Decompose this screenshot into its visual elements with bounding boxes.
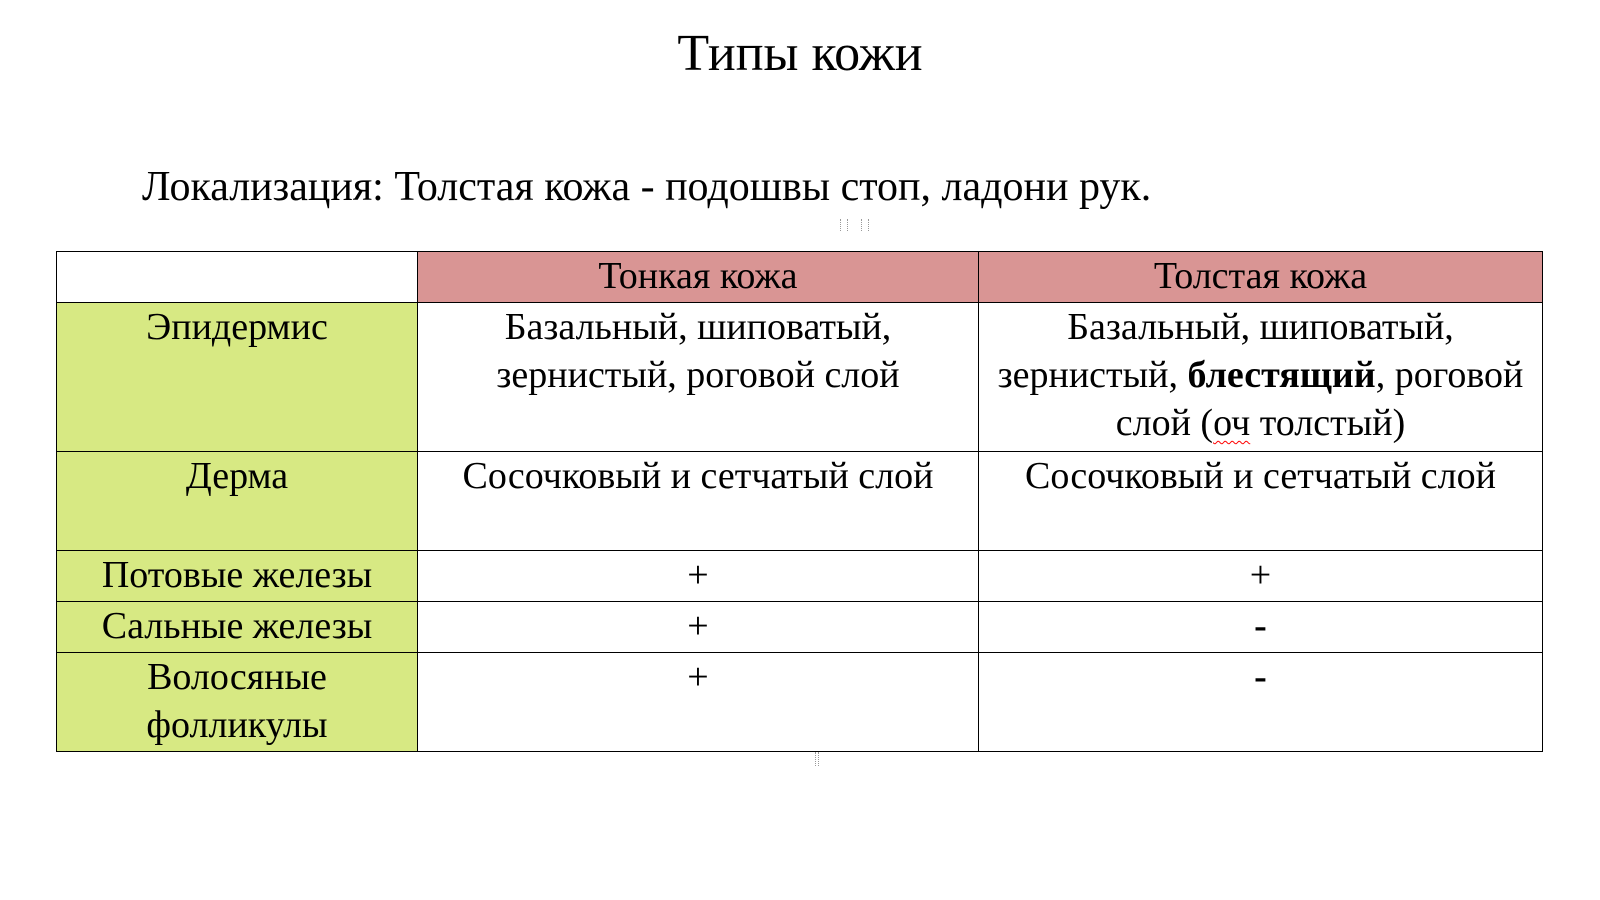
placeholder-marker xyxy=(861,219,869,231)
cell-derma-thick: Сосочковый и сетчатый слой xyxy=(979,452,1543,551)
row-label-hair-follicles: Волосяные фолликулы xyxy=(57,653,418,752)
epidermis-thick-misspelled: оч xyxy=(1213,402,1251,444)
epidermis-thick-bold: блестящий xyxy=(1187,354,1376,396)
localization-text: Локализация: Толстая кожа - подошвы стоп, ладони рук. xyxy=(142,164,1152,210)
placeholder-marker xyxy=(840,219,848,231)
placeholder-marker xyxy=(815,752,819,766)
table-row xyxy=(57,551,1543,602)
table-row xyxy=(57,452,1543,551)
cell-sweat-thin: + xyxy=(418,551,979,602)
table-row xyxy=(57,653,1543,752)
cell-hair-thick: - xyxy=(979,653,1543,752)
table-header-row xyxy=(57,252,1543,303)
cell-epidermis-thick xyxy=(979,303,1543,452)
row-label-derma: Дерма xyxy=(57,452,418,551)
row-label-epidermis: Эпидермис xyxy=(57,303,418,452)
cell-derma-thin: Сосочковый и сетчатый слой xyxy=(418,452,979,551)
slide-title: Типы кожи xyxy=(677,25,923,82)
skin-types-table xyxy=(56,251,1543,752)
header-corner-cell xyxy=(57,252,418,303)
header-thick-skin: Толстая кожа xyxy=(979,252,1543,303)
table-row xyxy=(57,303,1543,452)
row-label-sweat-glands: Потовые железы xyxy=(57,551,418,602)
cell-epidermis-thin: Базальный, шиповатый, зернистый, роговой слой xyxy=(418,303,979,452)
epidermis-thick-text-2: , роговой слой ( xyxy=(1115,354,1524,444)
epidermis-thick-text-1: Базальный, шиповатый, зернистый, xyxy=(997,306,1454,396)
epidermis-thick-text-3: толстый) xyxy=(1250,402,1406,444)
cell-sebaceous-thick: - xyxy=(979,602,1543,653)
table-row xyxy=(57,602,1543,653)
row-label-sebaceous-glands: Сальные железы xyxy=(57,602,418,653)
cell-sebaceous-thin: + xyxy=(418,602,979,653)
cell-hair-thin: + xyxy=(418,653,979,752)
header-thin-skin: Тонкая кожа xyxy=(418,252,979,303)
cell-sweat-thick: + xyxy=(979,551,1543,602)
